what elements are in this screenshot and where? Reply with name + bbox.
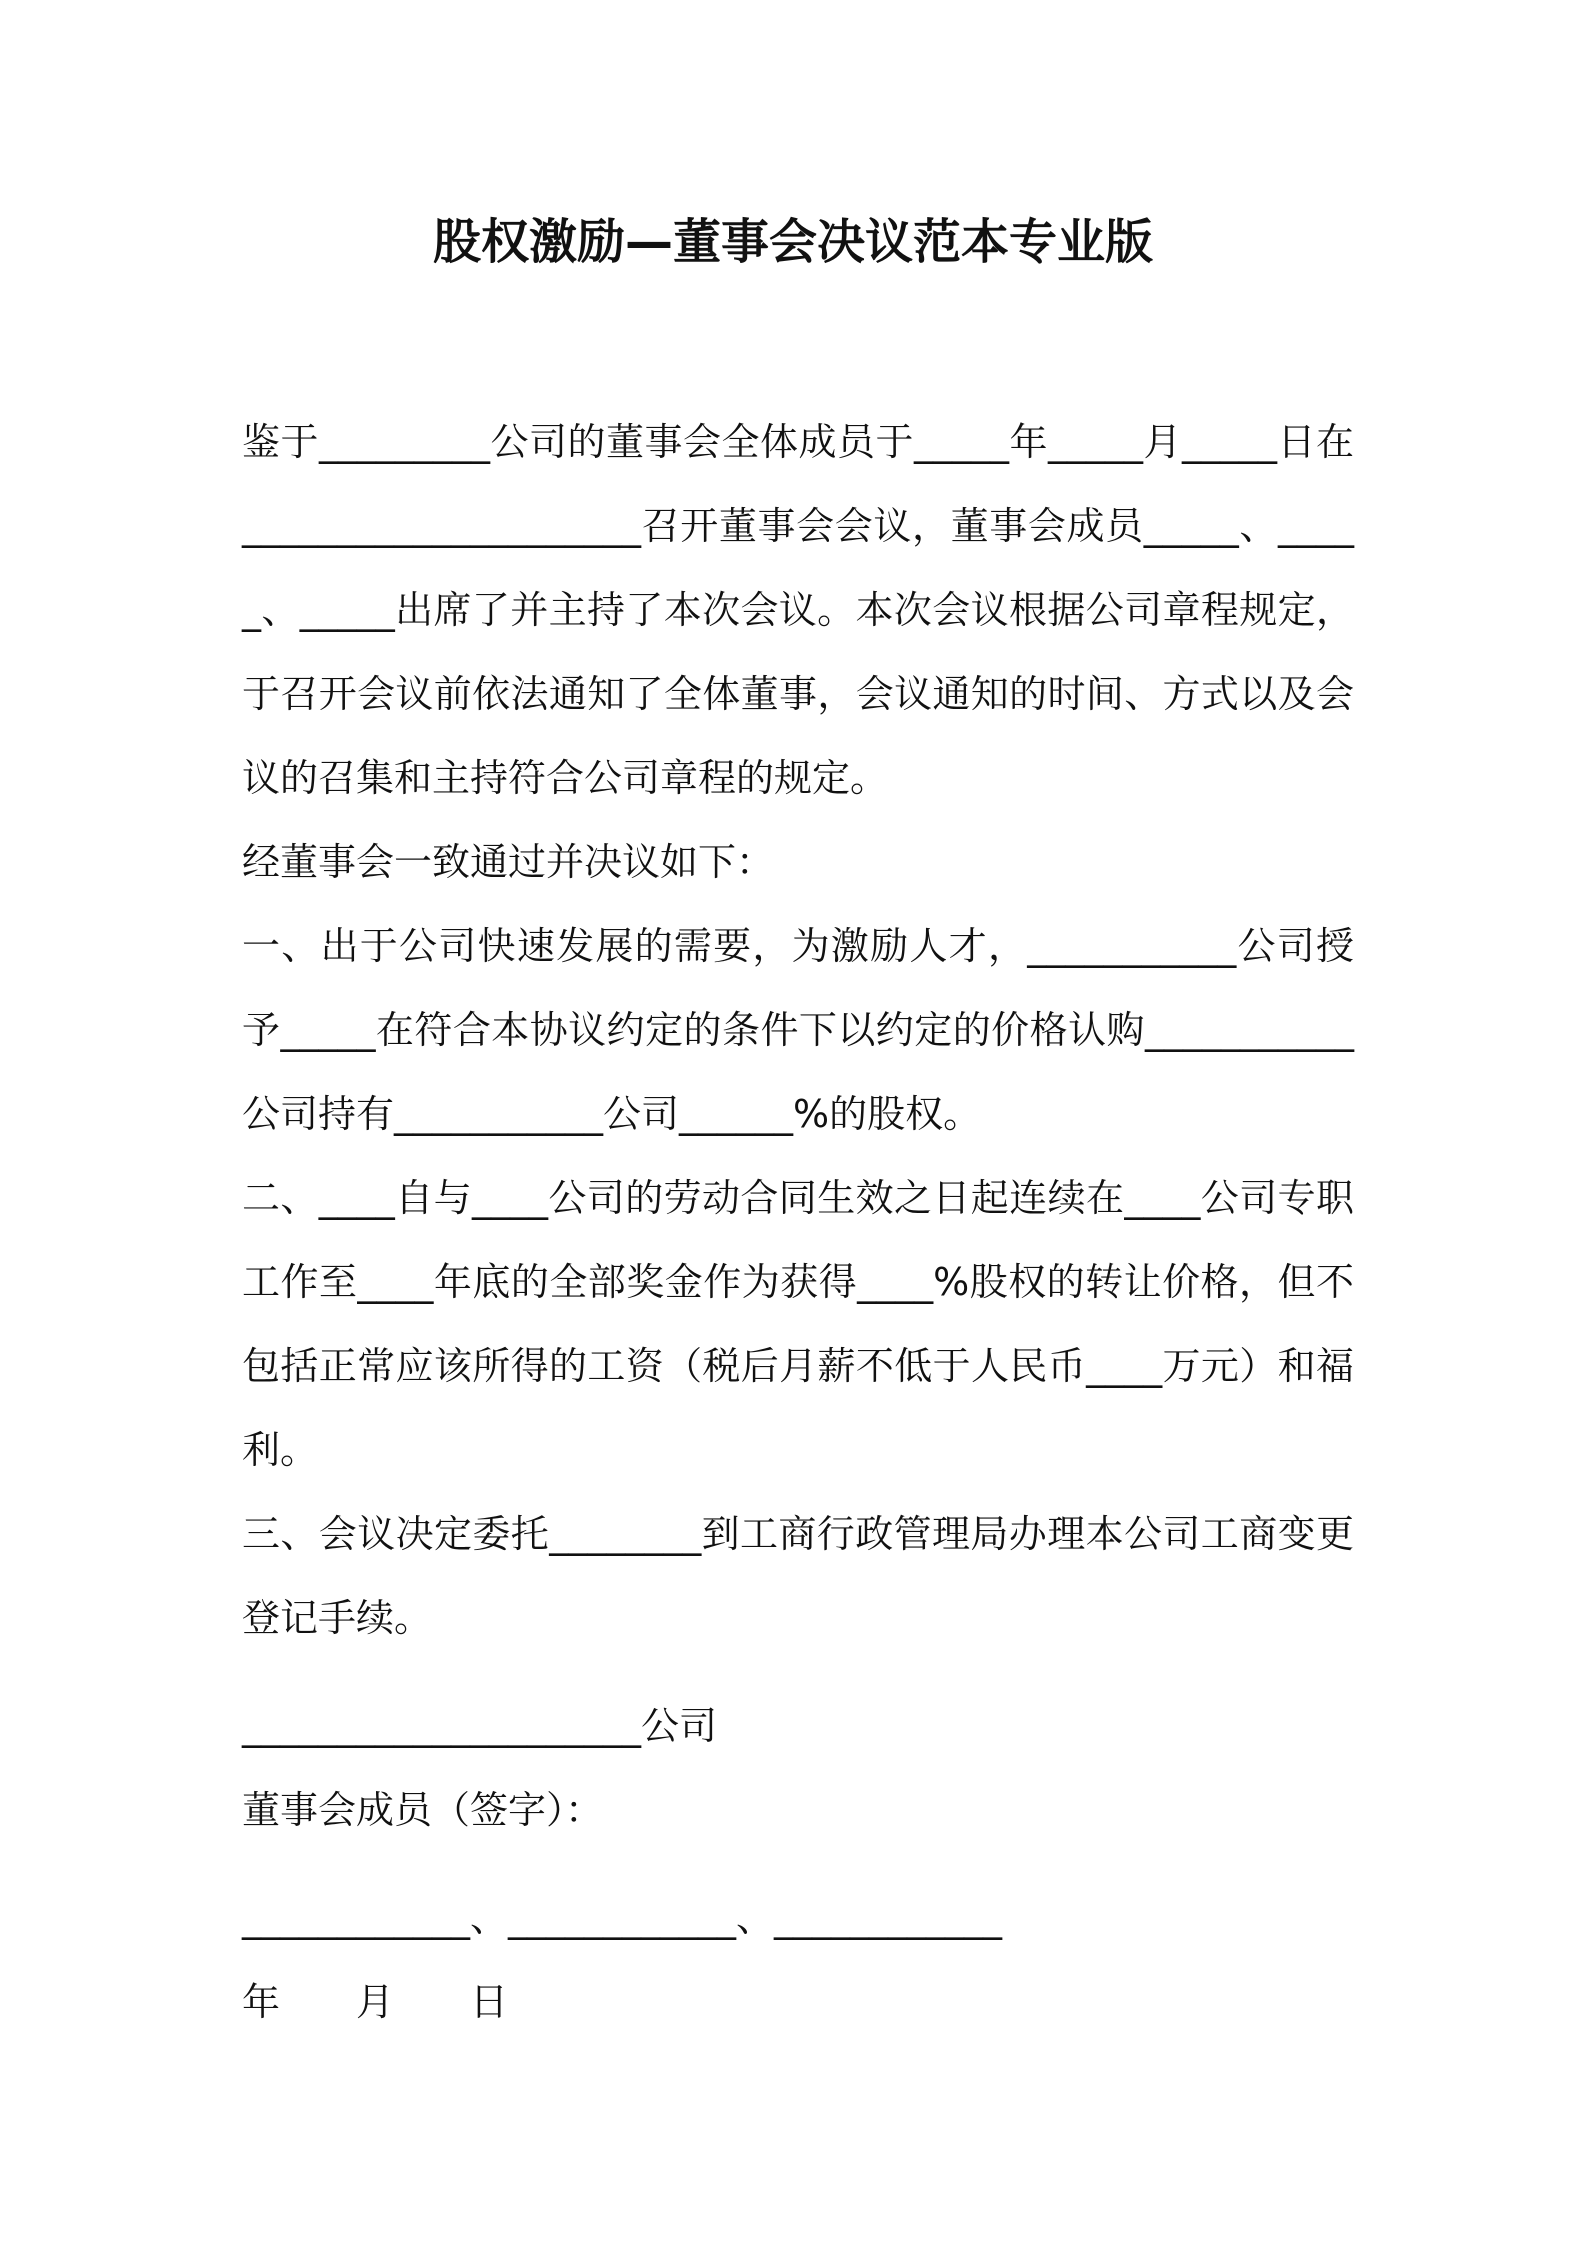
resolution-item-2: 二、____自与____公司的劳动合同生效之日起连续在____公司专职工作至____年底的全部奖金作为获得____%股权的转让价格，但不包括正常应该所得的工资（税后月薪不低于人民币____万元）和福利。: [242, 1176, 1354, 1472]
members-signature-label: 董事会成员（签字）：: [242, 1788, 604, 1832]
resolution-item-1: 一、出于公司快速发展的需要，为激励人才，___________公司授予_____在符合本协议约定的条件下以约定的价格认购___________公司持有___________公司______%的股权。: [242, 924, 1354, 1136]
date-line: 年 月 日: [242, 1980, 509, 2024]
resolution-item-3: 三、会议决定委托________到工商行政管理局办理本公司工商变更登记手续。: [242, 1512, 1354, 1640]
members-signature-blanks: ____________、____________、____________: [242, 1896, 1003, 1940]
document-body: [242, 400, 1354, 2044]
company-signature-line: _____________________公司: [242, 1704, 718, 1748]
preamble-paragraph: 鉴于_________公司的董事会全体成员于_____年_____月_____日在_____________________召开董事会会议，董事会成员_____、_____、_____出席了并主持了本次会议。本次会议根据公司章程规定，于召开会议前依法通知了全体董事，会议通知的时间、方式以及会议的召集和主持符合公司章程的规定。: [242, 420, 1354, 800]
document-title: 股权激励—董事会决议范本专业版: [432, 214, 1153, 270]
resolution-intro: 经董事会一致通过并决议如下：: [242, 840, 775, 884]
